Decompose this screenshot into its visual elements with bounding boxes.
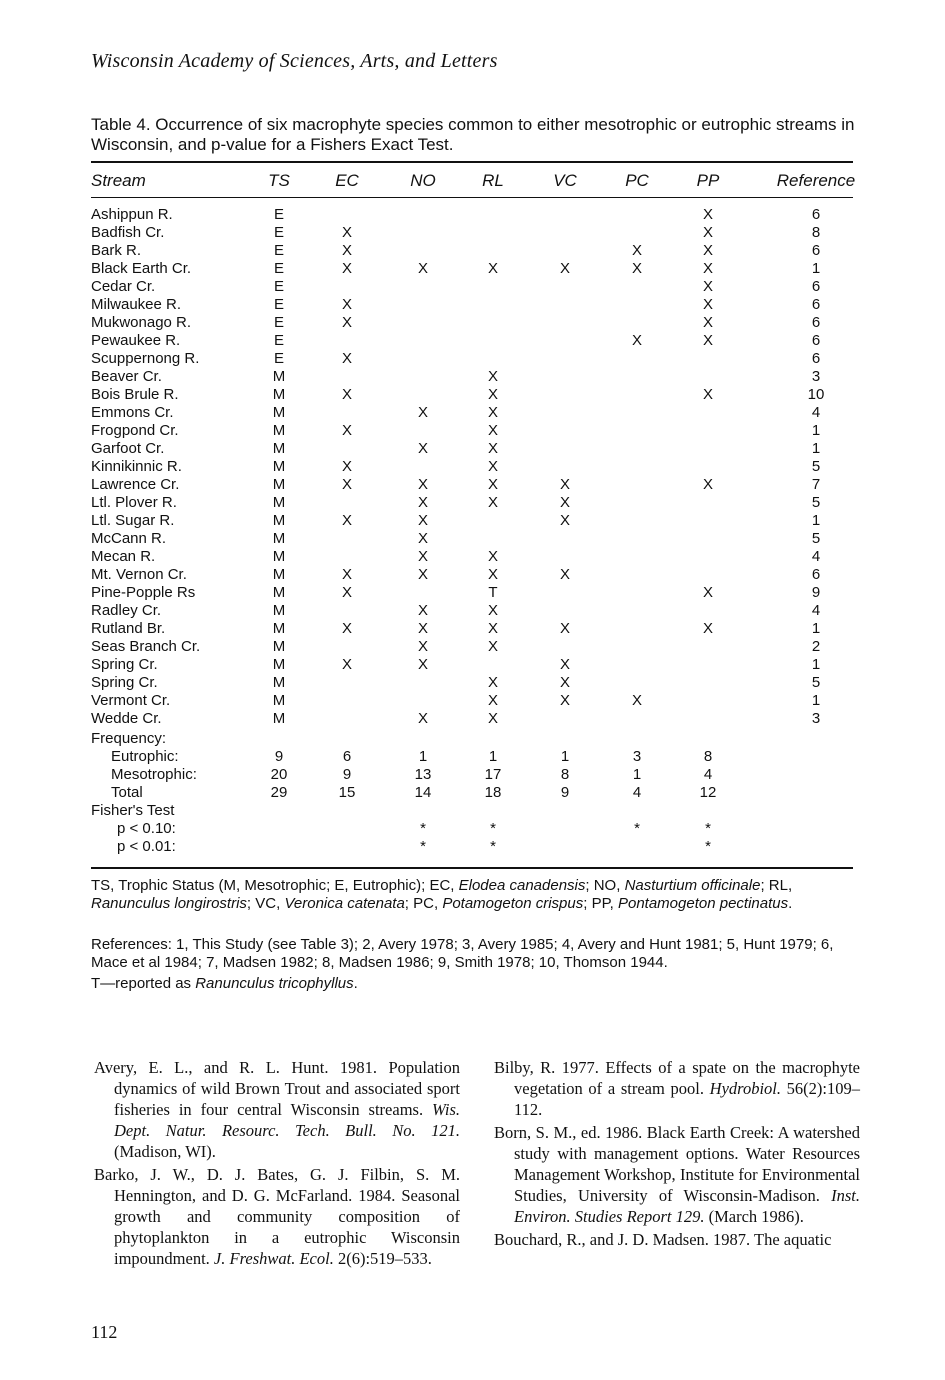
table-cell: *	[420, 838, 426, 855]
table-row	[91, 224, 861, 242]
table-cell: X	[487, 404, 498, 421]
table-cell: X	[341, 584, 352, 601]
italic-text: Ranunculus tricophyllus	[195, 975, 354, 992]
table-cell: X	[559, 674, 570, 691]
column-header: NO	[410, 171, 436, 190]
table-cell: M	[272, 512, 286, 529]
table-cell: X	[417, 566, 428, 583]
row-label: Ashippun R.	[91, 206, 173, 223]
table-row	[91, 512, 861, 530]
references-note: References: 1, This Study (see Table 3); 2, Avery 1978; 3, Avery 1985; 4, Avery and Hunt 1981; 5, Hunt 1979; 6, Mace et al 1984; 7, Madsen 1982; 8, Madsen 1986; 9, Smith 1978; 10, Thomson 1944.	[91, 936, 834, 971]
fisher-row	[91, 820, 861, 838]
row-label: Kinnikinnic R.	[91, 458, 182, 475]
table-cell: X	[559, 692, 570, 709]
bibliography-right-column	[494, 1057, 860, 1252]
table-cell: 4	[811, 404, 821, 421]
table-cell: 6	[342, 748, 352, 765]
table-top-rule	[91, 161, 853, 163]
table-row	[91, 386, 861, 404]
table-cell: X	[702, 296, 713, 313]
table-cell: X	[702, 224, 713, 241]
table-cell: X	[487, 710, 498, 727]
fisher-row	[91, 838, 861, 856]
column-header: EC	[335, 171, 359, 190]
row-label: Frequency:	[91, 730, 167, 747]
t-note: T—reported as Ranunculus tricophyllus.	[91, 975, 358, 992]
table-cell: 9	[560, 784, 570, 801]
table-cell: 8	[811, 224, 821, 241]
table-cell: *	[634, 820, 640, 837]
table-cell: 4	[632, 784, 642, 801]
table-cell: M	[272, 458, 286, 475]
table-cell: 12	[699, 784, 717, 801]
table-cell: 5	[811, 674, 821, 691]
table-cell: X	[417, 494, 428, 511]
table-cell: X	[417, 710, 428, 727]
table-cell: 2	[811, 638, 821, 655]
italic-text: Nasturtium officinale	[624, 877, 761, 894]
table-caption: Table 4. Occurrence of six macrophyte species common to either mesotrophic or eutrophic streams in Wisconsin, and p-value for a Fishers Exact Test.	[91, 115, 855, 154]
table-cell: X	[341, 656, 352, 673]
table-cell: 9	[342, 766, 352, 783]
table-cell: X	[487, 692, 498, 709]
table-cell: 4	[811, 548, 821, 565]
table-cell: X	[559, 620, 570, 637]
row-label: Mecan R.	[91, 548, 156, 565]
italic-text: Veronica catenata	[284, 895, 405, 912]
row-label: Seas Branch Cr.	[91, 638, 201, 655]
table-cell: 5	[811, 530, 821, 547]
table-cell: X	[702, 332, 713, 349]
table-cell: 4	[811, 602, 821, 619]
table-cell: E	[273, 242, 284, 259]
table-cell: 1	[560, 748, 570, 765]
table-cell: X	[417, 638, 428, 655]
row-label: Mt. Vernon Cr.	[91, 566, 187, 583]
row-label: Beaver Cr.	[91, 368, 162, 385]
table-cell: X	[487, 260, 498, 277]
table-cell: M	[272, 494, 286, 511]
table-cell: X	[487, 494, 498, 511]
table-cell: E	[273, 314, 284, 331]
bibliography-entry: Avery, E. L., and R. L. Hunt. 1981. Population dynamics of wild Brown Trout and associated sport fisheries in four central Wisconsin streams. Wis. Dept. Natur. Resourc. Tech. Bull. No. 121. (Madison, WI).	[94, 1058, 460, 1161]
table-cell: X	[559, 260, 570, 277]
row-label: Spring Cr.	[91, 674, 158, 691]
table-row	[91, 368, 861, 386]
table-cell: M	[272, 566, 286, 583]
table-row	[91, 656, 861, 674]
table-cell: M	[272, 440, 286, 457]
table-cell: X	[417, 656, 428, 673]
table-cell: M	[272, 638, 286, 655]
table-bottom-rule	[91, 867, 853, 869]
table-cell: X	[487, 638, 498, 655]
table-cell: M	[272, 584, 286, 601]
row-label: Ltl. Sugar R.	[91, 512, 175, 529]
table-row	[91, 206, 861, 224]
table-cell: 3	[811, 368, 821, 385]
table-cell: M	[272, 692, 286, 709]
table-cell: X	[341, 458, 352, 475]
row-label: Spring Cr.	[91, 656, 158, 673]
table-cell: 6	[811, 350, 821, 367]
table-row	[91, 620, 861, 638]
table-cell: 4	[703, 766, 713, 783]
bibliography-entry: Barko, J. W., D. J. Bates, G. J. Filbin, S. M. Hennington, and D. G. McFarland. 1984. Seasonal growth and community composition of phytoplankton in a eutrophic Wisconsin impoundment. J. Freshwat. Ecol. 2(6):519–533.	[94, 1165, 460, 1268]
table-cell: M	[272, 674, 286, 691]
table-row	[91, 278, 861, 296]
row-label: Mukwonago R.	[91, 314, 192, 331]
table-row	[91, 530, 861, 548]
column-header: VC	[553, 171, 577, 190]
table-cell: 17	[484, 766, 502, 783]
column-header: Reference	[776, 171, 856, 190]
italic-text: Potamogeton crispus	[442, 895, 584, 912]
row-label: Eutrophic:	[111, 748, 179, 765]
table-cell: E	[273, 260, 284, 277]
italic-text: Pontamogeton pectinatus	[617, 895, 789, 912]
column-header: Stream	[91, 171, 146, 190]
table-cell: 6	[811, 332, 821, 349]
table-cell: X	[487, 566, 498, 583]
table-cell: 1	[811, 260, 821, 277]
table-cell: X	[417, 476, 428, 493]
table-cell: X	[341, 314, 352, 331]
italic-text: Ranunculus longirostris	[91, 895, 247, 912]
table-cell: X	[341, 566, 352, 583]
table-cell: X	[559, 656, 570, 673]
table-cell: X	[702, 476, 713, 493]
table-row	[91, 242, 861, 260]
table-cell: X	[631, 242, 642, 259]
table-cell: *	[490, 820, 496, 837]
italic-text: Inst. Environ. Studies Report 129.	[514, 1186, 860, 1226]
table-row	[91, 332, 861, 350]
table-cell: E	[273, 296, 284, 313]
table-cell: M	[272, 656, 286, 673]
table-cell: 1	[811, 620, 821, 637]
table-cell: X	[702, 242, 713, 259]
abbreviation-note: TS, Trophic Status (M, Mesotrophic; E, Eutrophic); EC, Elodea canadensis; NO, Nasturtium officinale; RL, Ranunculus longirostris; VC, Veronica catenata; PC, Potamogeton crispus; PP, Pontamogeton pectinatus.	[91, 877, 793, 912]
table-cell: M	[272, 386, 286, 403]
table-cell: M	[272, 620, 286, 637]
table-cell: *	[420, 820, 426, 837]
table-cell: X	[559, 512, 570, 529]
table-cell: X	[417, 602, 428, 619]
table-cell: M	[272, 602, 286, 619]
table-cell: M	[272, 368, 286, 385]
table-cell: 3	[632, 748, 642, 765]
table-cell: X	[417, 530, 428, 547]
table-cell: 1	[488, 748, 498, 765]
table-cell: X	[702, 620, 713, 637]
table-cell: M	[272, 476, 286, 493]
italic-text: Elodea canadensis	[458, 877, 586, 894]
row-label: Total	[111, 784, 143, 801]
table-cell: X	[487, 422, 498, 439]
table-row	[91, 548, 861, 566]
row-label: McCann R.	[91, 530, 167, 547]
row-label: Fisher's Test	[91, 802, 175, 819]
table-cell: X	[417, 548, 428, 565]
table-row	[91, 404, 861, 422]
table-row	[91, 674, 861, 692]
row-label: Mesotrophic:	[111, 766, 197, 783]
table-cell: 8	[560, 766, 570, 783]
frequency-row	[91, 748, 861, 766]
table-cell: X	[487, 674, 498, 691]
table-cell: 1	[811, 656, 821, 673]
table-cell: 5	[811, 494, 821, 511]
table-cell: 8	[703, 748, 713, 765]
table-cell: X	[487, 476, 498, 493]
table-cell: X	[487, 368, 498, 385]
italic-text: J. Freshwat. Ecol.	[213, 1249, 334, 1268]
table-cell: 15	[338, 784, 356, 801]
table-cell: X	[341, 260, 352, 277]
table-row	[91, 422, 861, 440]
row-label: Radley Cr.	[91, 602, 162, 619]
row-label: Emmons Cr.	[91, 404, 174, 421]
row-label: Bark R.	[91, 242, 142, 259]
table-cell: X	[417, 440, 428, 457]
row-label: Garfoot Cr.	[91, 440, 165, 457]
table-cell: X	[487, 386, 498, 403]
row-label: Bois Brule R.	[91, 386, 179, 403]
page-number: 112	[91, 1322, 118, 1342]
row-label: Cedar Cr.	[91, 278, 156, 295]
table-row	[91, 584, 861, 602]
table-cell: X	[631, 332, 642, 349]
table-cell: X	[341, 296, 352, 313]
table-cell: X	[341, 476, 352, 493]
table-cell: 3	[811, 710, 821, 727]
column-header: PP	[696, 171, 720, 190]
table-cell: *	[490, 838, 496, 855]
italic-text: Wis. Dept. Natur. Resourc. Tech. Bull. No. 121.	[114, 1100, 460, 1140]
table-row	[91, 296, 861, 314]
table-row	[91, 638, 861, 656]
table-cell: 6	[811, 566, 821, 583]
table-row	[91, 350, 861, 368]
table-cell: 5	[811, 458, 821, 475]
table-cell: X	[417, 404, 428, 421]
table-cell: 1	[632, 766, 642, 783]
frequency-label-row	[91, 730, 861, 748]
table-cell: 18	[484, 784, 502, 801]
table-cell: X	[341, 512, 352, 529]
table-cell: 6	[811, 296, 821, 313]
table-cell: X	[702, 314, 713, 331]
table-cell: *	[705, 838, 711, 855]
table-cell: 1	[418, 748, 428, 765]
table-cell: E	[273, 332, 284, 349]
row-label: Wedde Cr.	[91, 710, 162, 727]
table-cell: X	[341, 386, 352, 403]
table-cell: X	[417, 260, 428, 277]
column-header: TS	[268, 171, 290, 190]
bibliography-left-column	[94, 1057, 460, 1271]
table-cell: E	[273, 350, 284, 367]
table-cell: 6	[811, 278, 821, 295]
table-cell: M	[272, 422, 286, 439]
table-cell: M	[272, 404, 286, 421]
table-cell: X	[702, 386, 713, 403]
table-header-rule	[91, 197, 853, 198]
table-row	[91, 260, 861, 278]
table-cell: X	[341, 242, 352, 259]
table-cell: E	[273, 224, 284, 241]
table-cell: X	[559, 566, 570, 583]
table-row	[91, 602, 861, 620]
table-cell: X	[702, 584, 713, 601]
table-cell: M	[272, 548, 286, 565]
row-label: Rutland Br.	[91, 620, 166, 637]
table-cell: T	[488, 584, 498, 601]
table-cell: X	[631, 260, 642, 277]
table-row	[91, 458, 861, 476]
table-cell: 29	[270, 784, 288, 801]
table-cell: X	[487, 620, 498, 637]
table-cell: 1	[811, 512, 821, 529]
table-cell: X	[631, 692, 642, 709]
table-header-row	[91, 172, 861, 190]
row-label: Lawrence Cr.	[91, 476, 180, 493]
table-cell: 20	[270, 766, 288, 783]
table-cell: X	[341, 350, 352, 367]
table-cell: 6	[811, 206, 821, 223]
table-cell: 1	[811, 692, 821, 709]
table-cell: X	[559, 476, 570, 493]
table-cell: M	[272, 710, 286, 727]
table-cell: 10	[807, 386, 825, 403]
column-header: PC	[625, 171, 649, 190]
table-cell: E	[273, 278, 284, 295]
table-cell: 14	[414, 784, 432, 801]
row-label: Pine-Popple Rs	[91, 584, 196, 601]
table-cell: X	[417, 620, 428, 637]
table-cell: X	[417, 512, 428, 529]
row-label: p < 0.01:	[117, 838, 176, 855]
bibliography-entry: Born, S. M., ed. 1986. Black Earth Creek: A watershed study with management options. Water Resources Management Workshop, Institute for Environmental Studies, University of Wisconsin-Madison. Inst. Environ. Studies Report 129. (March 1986).	[494, 1123, 860, 1226]
table-cell: 1	[811, 440, 821, 457]
table-cell: X	[487, 458, 498, 475]
table-cell: 6	[811, 314, 821, 331]
table-cell: X	[702, 278, 713, 295]
table-cell: X	[702, 206, 713, 223]
table-cell: X	[341, 422, 352, 439]
table-cell: *	[705, 820, 711, 837]
table-cell: M	[272, 530, 286, 547]
frequency-row	[91, 766, 861, 784]
table-cell: 6	[811, 242, 821, 259]
italic-text: Hydrobiol.	[709, 1079, 781, 1098]
table-cell: X	[341, 620, 352, 637]
row-label: p < 0.10:	[117, 820, 176, 837]
table-cell: X	[487, 440, 498, 457]
table-row	[91, 476, 861, 494]
table-cell: 7	[811, 476, 821, 493]
table-row	[91, 710, 861, 728]
row-label: Ltl. Plover R.	[91, 494, 177, 511]
fisher-label-row	[91, 802, 861, 820]
row-label: Scuppernong R.	[91, 350, 200, 367]
row-label: Badfish Cr.	[91, 224, 165, 241]
table-cell: X	[702, 260, 713, 277]
row-label: Vermont Cr.	[91, 692, 171, 709]
table-row	[91, 494, 861, 512]
table-cell: 13	[414, 766, 432, 783]
table-cell: X	[341, 224, 352, 241]
table-cell: 1	[811, 422, 821, 439]
bibliography-entry: Bilby, R. 1977. Effects of a spate on the macrophyte vegetation of a stream pool. Hydrobiol. 56(2):109–112.	[494, 1058, 861, 1119]
row-label: Pewaukee R.	[91, 332, 181, 349]
table-cell: 9	[811, 584, 821, 601]
row-label: Black Earth Cr.	[91, 260, 192, 277]
bibliography-entry: Bouchard, R., and J. D. Madsen. 1987. The aquatic	[494, 1230, 832, 1249]
frequency-row	[91, 784, 861, 802]
table-cell: E	[273, 206, 284, 223]
table-cell: X	[487, 602, 498, 619]
row-label: Milwaukee R.	[91, 296, 182, 313]
table-row	[91, 440, 861, 458]
table-cell: X	[559, 494, 570, 511]
row-label: Frogpond Cr.	[91, 422, 179, 439]
table-cell: 9	[274, 748, 284, 765]
table-cell: X	[487, 548, 498, 565]
table-row	[91, 692, 861, 710]
table-row	[91, 314, 861, 332]
table-row	[91, 566, 861, 584]
column-header: RL	[482, 171, 504, 190]
running-header: Wisconsin Academy of Sciences, Arts, and Letters	[91, 50, 498, 72]
